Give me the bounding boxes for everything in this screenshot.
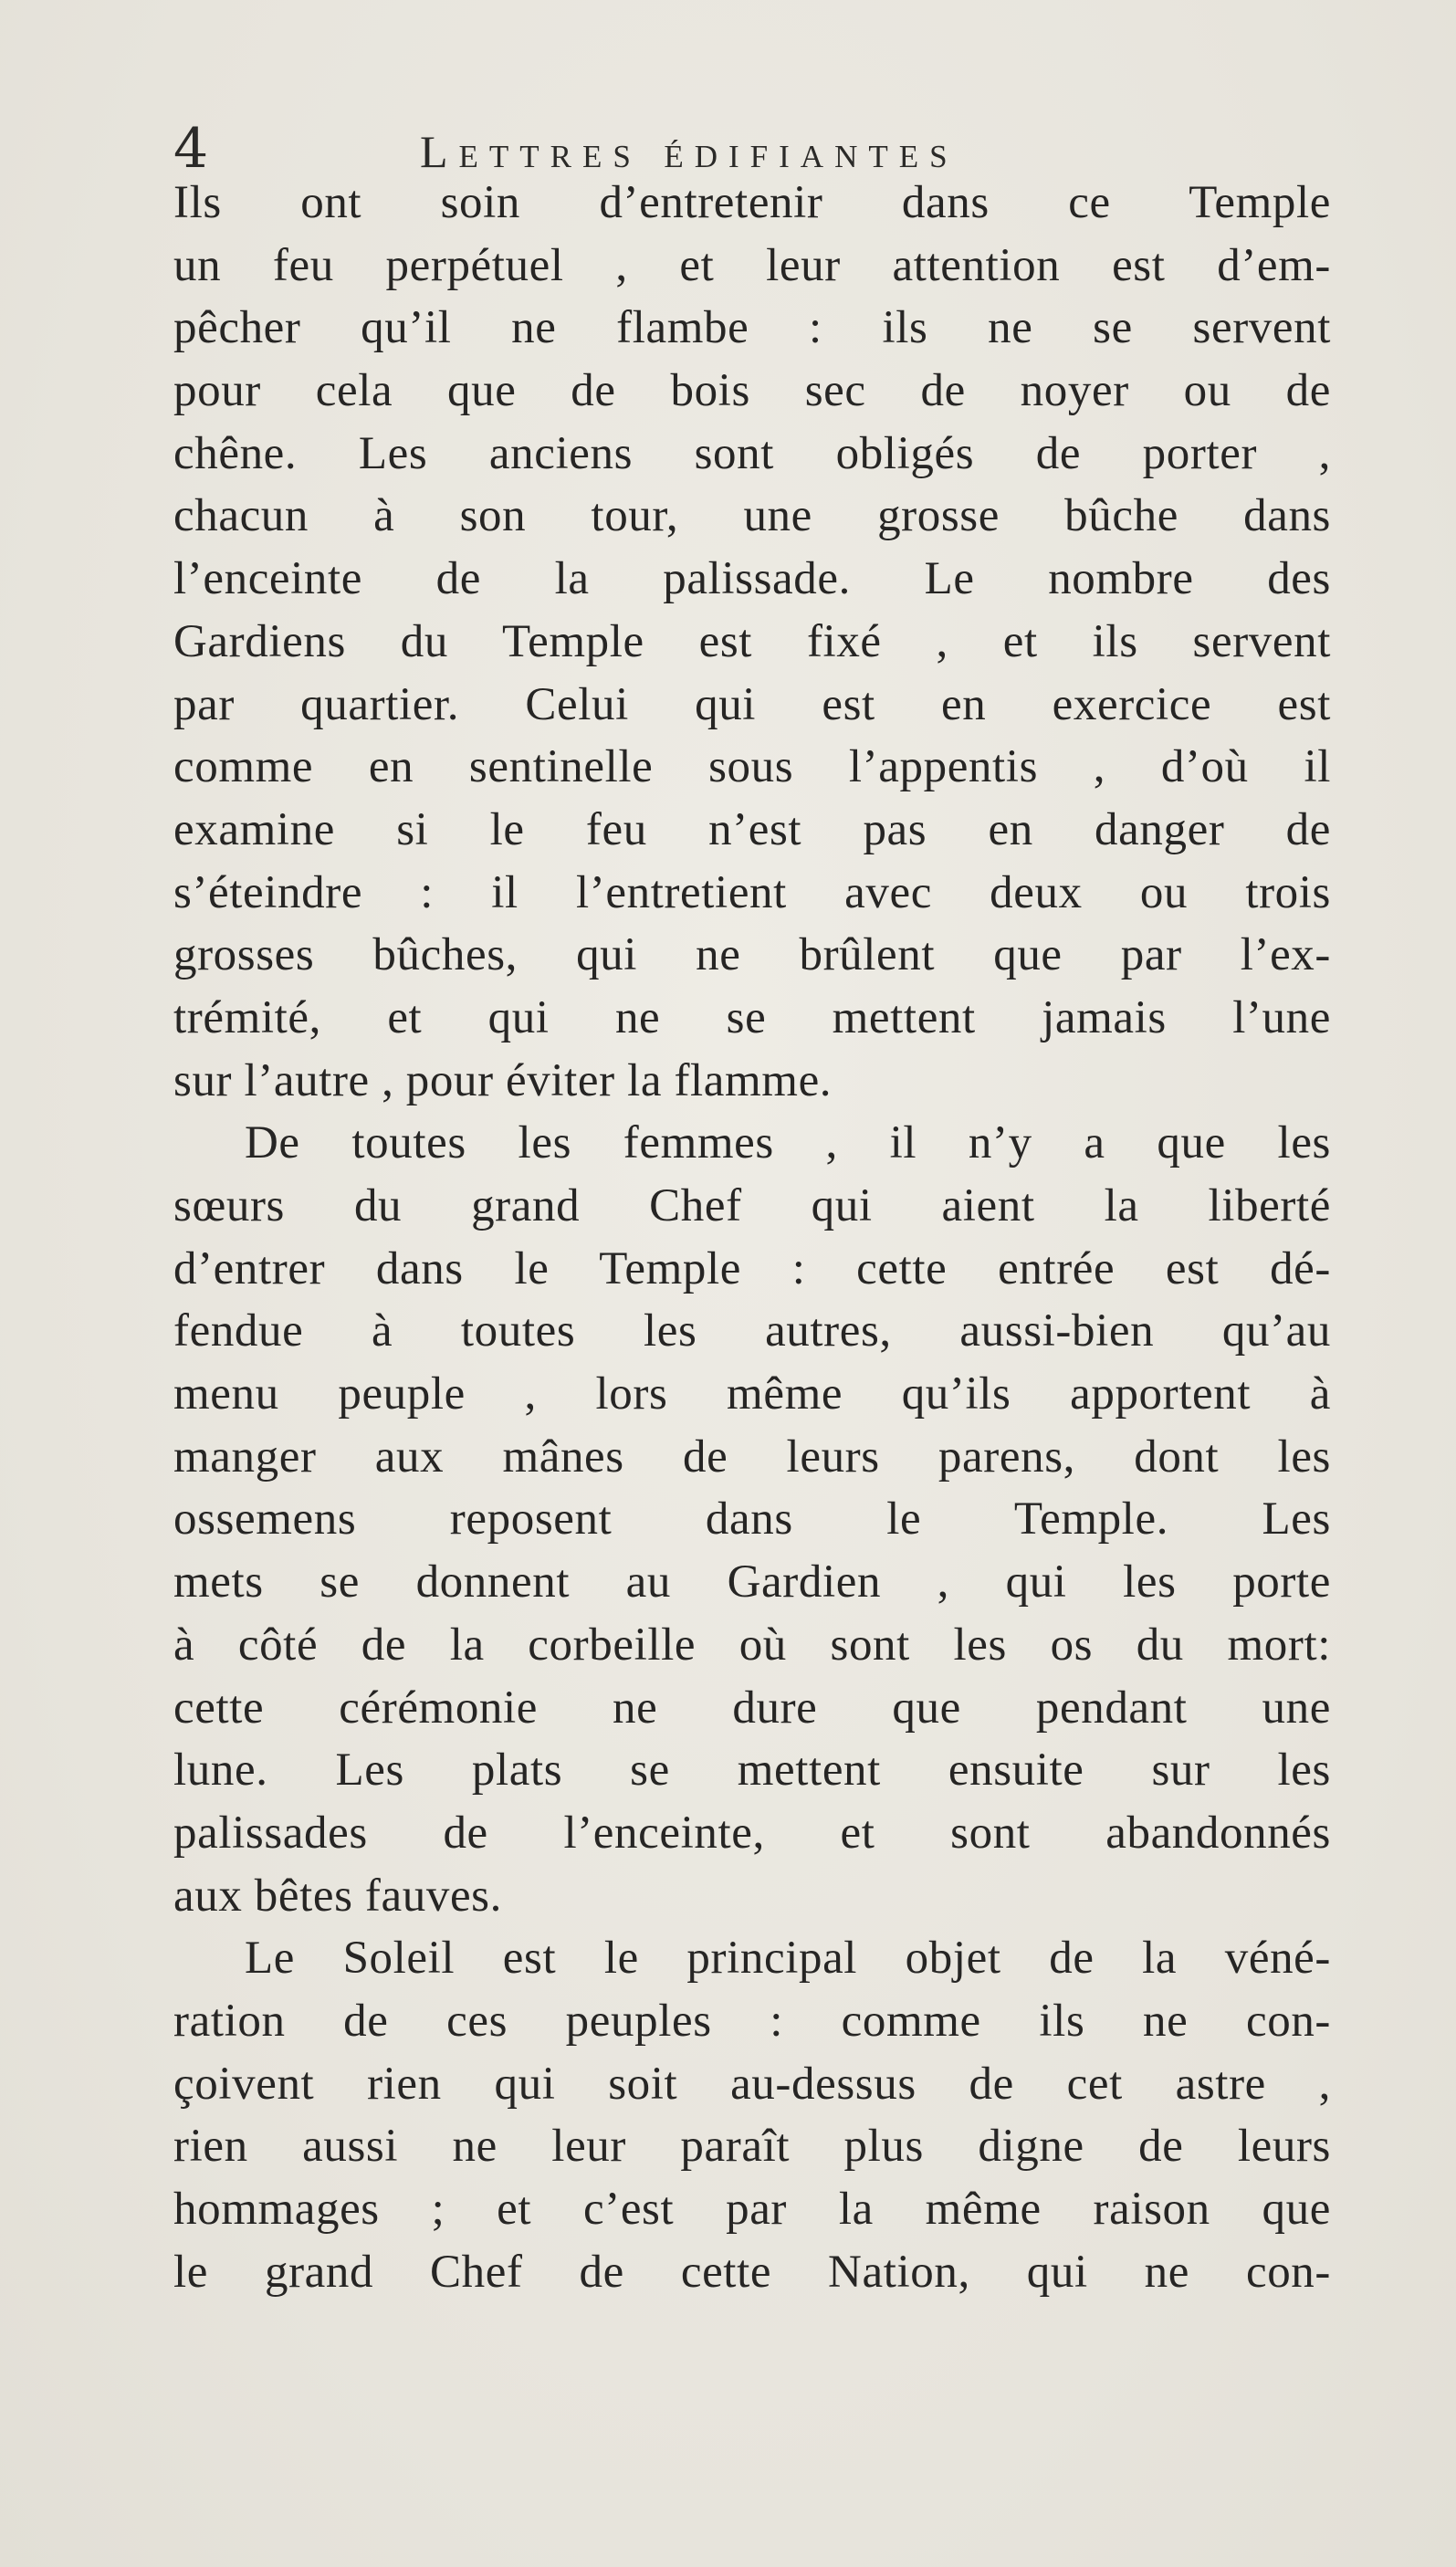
text-line: trémité, et qui ne se mettent jamais l’une — [173, 991, 1331, 1043]
text-line: chêne. Les anciens sont obligés de porter , — [173, 427, 1331, 479]
text-line: Ils ont soin d’entretenir dans ce Temple — [173, 177, 1331, 228]
text-line: s’éteindre : il l’entretient avec deux ou trois — [173, 866, 1331, 918]
body-text — [173, 172, 1331, 2303]
text-line: sœurs du grand Chef qui aient la liberté — [173, 1180, 1331, 1231]
text-line: pêcher qu’il ne flambe : ils ne se servent — [173, 302, 1331, 354]
text-line: comme en sentinelle sous l’appentis , d’où il — [173, 741, 1331, 793]
text-line: à côté de la corbeille où sont les os du mort: — [173, 1619, 1331, 1671]
text-line: ossemens reposent dans le Temple. Les — [173, 1493, 1331, 1545]
text-line: ration de ces peuples : comme ils ne con- — [173, 1995, 1331, 2047]
text-line: le grand Chef de cette Nation, qui ne con- — [173, 2246, 1331, 2298]
running-title: Lettres édifiantes — [420, 126, 958, 177]
text-line: manger aux mânes de leurs parens, dont les — [173, 1430, 1331, 1483]
paragraph-end-line: sur l’autre , pour éviter la flamme. — [173, 1054, 833, 1106]
paragraph-start-line: Le Soleil est le principal objet de la véné- — [245, 1933, 1331, 1985]
text-line: un feu perpétuel , et leur attention est d’em- — [173, 239, 1331, 291]
page-number: 4 — [173, 117, 209, 181]
text-line: Gardiens du Temple est fixé , et ils servent — [173, 615, 1331, 667]
text-line: grosses bûches, qui ne brûlent que par l’ex- — [173, 929, 1331, 981]
text-line: cette cérémonie ne dure que pendant une — [173, 1682, 1331, 1734]
text-line: pour cela que de bois sec de noyer ou de — [173, 365, 1331, 417]
text-line: lune. Les plats se mettent ensuite sur les — [173, 1745, 1331, 1797]
paragraph-start-line: De toutes les femmes , il n’y a que les — [245, 1117, 1331, 1169]
text-line: d’entrer dans le Temple : cette entrée est dé- — [173, 1242, 1331, 1294]
text-line: palissades de l’enceinte, et sont abandonnés — [173, 1807, 1331, 1859]
text-line: fendue à toutes les autres, aussi-bien qu’au — [173, 1305, 1331, 1357]
text-line: hommages ; et c’est par la même raison que — [173, 2184, 1331, 2235]
text-line: çoivent rien qui soit au-dessus de cet astre , — [173, 2058, 1331, 2110]
text-line: chacun à son tour, une grosse bûche dans — [173, 490, 1331, 542]
text-line: rien aussi ne leur paraît plus digne de leurs — [173, 2121, 1331, 2173]
paragraph-end-line: aux bêtes fauves. — [173, 1870, 502, 1922]
text-line: examine si le feu n’est pas en danger de — [173, 803, 1331, 855]
text-line: menu peuple , lors même qu’ils apportent à — [173, 1368, 1331, 1420]
text-line: l’enceinte de la palissade. Le nombre des — [173, 553, 1331, 605]
text-line: mets se donnent au Gardien , qui les porte — [173, 1556, 1331, 1608]
text-line: par quartier. Celui qui est en exercice est — [173, 678, 1331, 730]
